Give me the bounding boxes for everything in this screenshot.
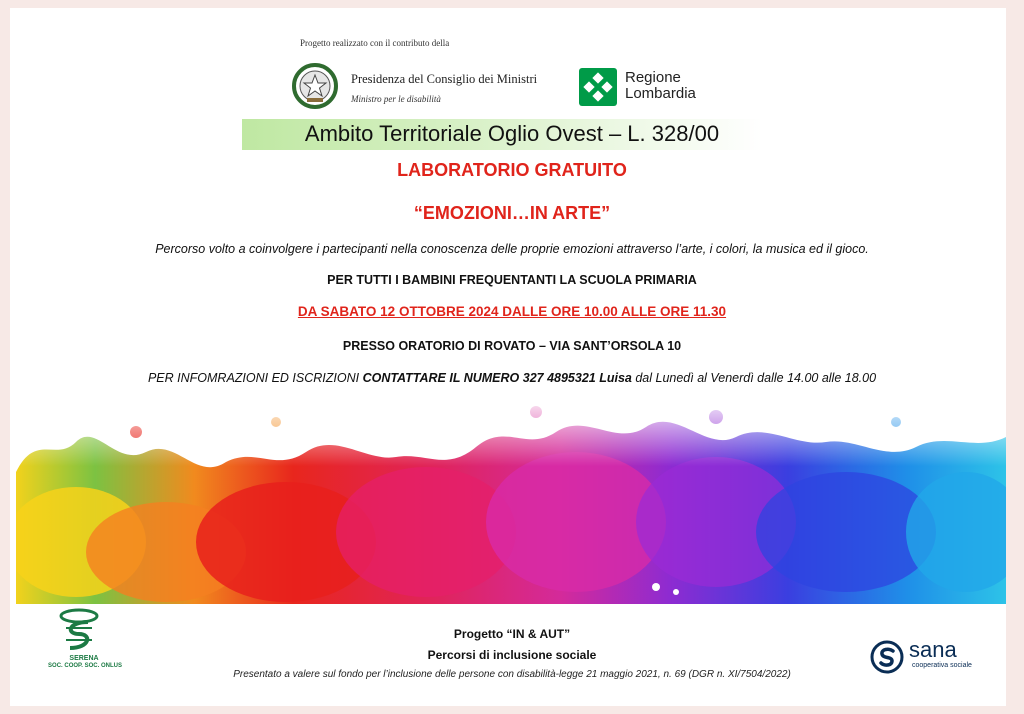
funding-statement: Presentato a valere sul fondo per l’inclusione delle persone con disabilità-legge 21 maggio 2021, n. 69 (DGR n. XI/7504/2022)	[233, 669, 791, 680]
event-location: PRESSO ORATORIO DI ROVATO – VIA SANT’ORSOLA 10	[342, 339, 682, 353]
serena-subtitle: SOC. COOP. SOC. ONLUS	[48, 663, 122, 669]
regione-lombardia-logo-icon	[579, 68, 617, 106]
info-prefix: PER INFOMRAZIONI ED ISCRIZIONI	[147, 371, 363, 385]
presidency-subtitle: Ministro per le disabilità	[351, 94, 441, 104]
event-date-time: DA SABATO 12 OTTOBRE 2024 DALLE ORE 10.00 ALLE ORE 11.30	[297, 304, 727, 319]
info-suffix: dal Lunedì al Venerdì dalle 14.00 alle 18.00	[631, 371, 877, 385]
info-contact: CONTATTARE IL NUMERO 327 4895321 Luisa	[362, 371, 632, 385]
project-name: Progetto “IN & AUT”	[453, 627, 571, 641]
sana-logo-icon	[870, 640, 904, 674]
regione-lombardia-name	[625, 70, 696, 102]
italian-republic-emblem-icon	[291, 62, 339, 110]
sana-name: sana	[909, 637, 957, 662]
presidency-title: Presidenza del Consiglio dei Ministri	[351, 72, 538, 86]
sana-subtitle: cooperativa sociale	[912, 662, 972, 669]
ambito-title: Ambito Territoriale Oglio Ovest – L. 328/00	[304, 121, 720, 146]
serena-name: SERENA	[69, 655, 99, 662]
event-description: Percorso volto a coinvolgere i partecipanti nella conoscenza delle proprie emozioni attraverso l’arte, i colori, la musica ed il gioco.	[155, 242, 869, 256]
region-line1: Regione	[625, 69, 681, 86]
project-subtitle: Percorsi di inclusione sociale	[427, 648, 597, 662]
target-audience: PER TUTTI I BAMBINI FREQUENTANTI LA SCUOLA PRIMARIA	[327, 273, 697, 287]
region-line2: Lombardia	[625, 85, 696, 102]
contact-info	[0, 371, 1024, 385]
funding-note: Progetto realizzato con il contributo della	[300, 38, 450, 48]
event-title: “EMOZIONI…IN ARTE”	[413, 203, 611, 223]
paint-splash-artwork	[16, 392, 1006, 604]
laboratorio-heading: LABORATORIO GRATUITO	[397, 160, 627, 180]
